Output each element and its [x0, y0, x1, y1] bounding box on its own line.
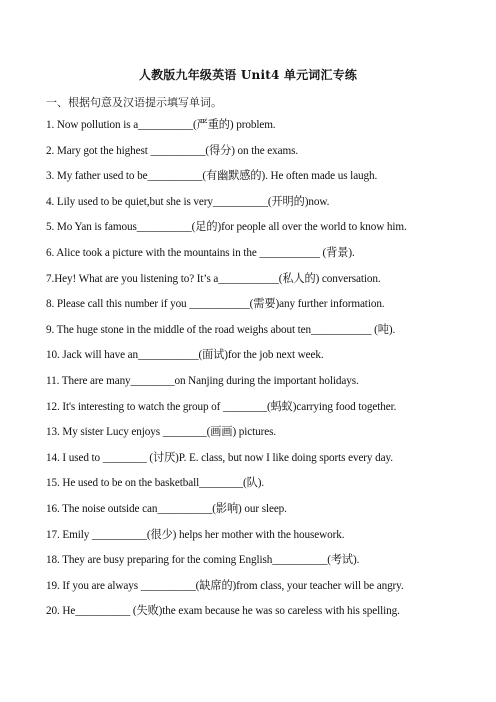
question-4: 4. Lily used to be quiet,but she is very__________(开明的)now.: [46, 195, 330, 208]
question-6: 6. Alice took a picture with the mountains in the ___________ (背景).: [46, 246, 355, 259]
question-7: 7.Hey! What are you listening to? It’s a___________(私人的) conversation.: [46, 272, 381, 285]
question-16: 16. The noise outside can__________(影响) our sleep.: [46, 502, 287, 515]
question-list: [46, 118, 466, 630]
section-heading: 一、根据句意及汉语提示填写单词。: [46, 96, 222, 109]
question-18: 18. They are busy preparing for the coming English__________(考试).: [46, 554, 360, 567]
question-17: 17. Emily __________(很少) helps her mother with the housework.: [46, 528, 345, 541]
question-19: 19. If you are always __________(缺席的)from class, your teacher will be angry.: [46, 579, 404, 592]
question-12: 12. It's interesting to watch the group of ________(蚂蚁)carrying food together.: [46, 400, 397, 413]
question-10: 10. Jack will have an___________(面试)for the job next week.: [46, 349, 324, 362]
question-11: 11. There are many________on Nanjing during the important holidays.: [46, 374, 359, 387]
question-5: 5. Mo Yan is famous__________(足的)for people all over the world to know him.: [46, 221, 407, 234]
worksheet-title: 人教版九年级英语 Unit4 单元词汇专练: [138, 68, 358, 82]
question-8: 8. Please call this number if you ___________(需要)any further information.: [46, 298, 385, 311]
question-20: 20. He__________ (失败)the exam because he was so careless with his spelling.: [46, 605, 400, 618]
question-2: 2. Mary got the highest __________(得分) on the exams.: [46, 144, 299, 157]
question-15: 15. He used to be on the basketball________(队).: [46, 477, 265, 490]
question-9: 9. The huge stone in the middle of the road weighs about ten___________ (吨).: [46, 323, 396, 336]
question-3: 3. My father used to be__________(有幽默感的). He often made us laugh.: [46, 170, 378, 183]
question-13: 13. My sister Lucy enjoys ________(画画) pictures.: [46, 426, 277, 439]
question-14: 14. I used to ________ (讨厌)P. E. class, but now I like doing sports every day.: [46, 451, 393, 464]
question-1: 1. Now pollution is a__________(严重的) problem.: [46, 119, 276, 131]
